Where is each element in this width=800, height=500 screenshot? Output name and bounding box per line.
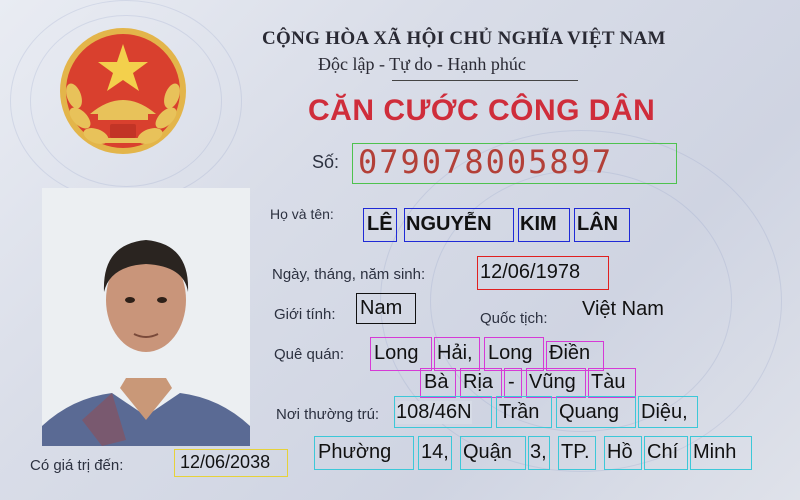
dob-label: Ngày, tháng, năm sinh: [272, 266, 426, 283]
residence-word: 108/46N [396, 401, 472, 423]
country-line: CỘNG HÒA XÃ HỘI CHỦ NGHĨA VIỆT NAM [262, 28, 666, 49]
name-word: LÂN [577, 213, 619, 235]
sex-label: Giới tính: [274, 306, 336, 323]
residence-word: Chí [647, 441, 679, 463]
name-word: NGUYỄN [406, 213, 492, 235]
sex-value: Nam [360, 297, 403, 319]
expiry-value: 12/06/2038 [180, 452, 271, 472]
hometown-word: Rịa [463, 371, 494, 393]
hometown-word: Long [374, 342, 419, 364]
expiry-label: Có giá trị đến: [30, 457, 124, 474]
hometown-word: Hải, [437, 342, 473, 364]
hometown-word: Bà [424, 371, 449, 393]
name-word: LÊ [367, 213, 393, 235]
residence-label: Nơi thường trú: [276, 406, 380, 423]
residence-word: Quang [559, 401, 620, 423]
nationality-value: Việt Nam [582, 298, 664, 320]
id-number: 079078005897 [358, 143, 614, 181]
motto: Độc lập - Tự do - Hạnh phúc [318, 54, 526, 74]
card-title: CĂN CƯỚC CÔNG DÂN [308, 94, 656, 127]
residence-word: 14, [421, 441, 449, 463]
residence-word: Minh [693, 441, 737, 463]
hometown-word: Điền [549, 342, 591, 364]
dob-value: 12/06/1978 [480, 261, 581, 283]
hometown-label: Quê quán: [274, 346, 345, 363]
hometown-word: Tàu [591, 371, 626, 393]
residence-word: Trần [499, 401, 540, 423]
hometown-word: Long [488, 342, 533, 364]
residence-word: Quận [463, 441, 512, 463]
residence-word: TP. [561, 441, 590, 463]
name-word: KIM [520, 213, 557, 235]
residence-word: Phường [318, 441, 392, 463]
portrait-photo [42, 188, 250, 446]
hometown-word: - [508, 371, 515, 393]
residence-word: Hồ [607, 441, 633, 463]
number-label: Số: [312, 152, 340, 172]
name-label: Họ và tên: [270, 206, 334, 222]
residence-word: Diệu, [641, 401, 688, 423]
national-emblem-icon [58, 26, 188, 156]
nationality-label: Quốc tịch: [480, 310, 548, 327]
residence-word: 3, [530, 441, 547, 463]
portrait-figure [42, 188, 250, 446]
hometown-word: Vũng [529, 371, 576, 393]
motto-underline [392, 80, 578, 81]
